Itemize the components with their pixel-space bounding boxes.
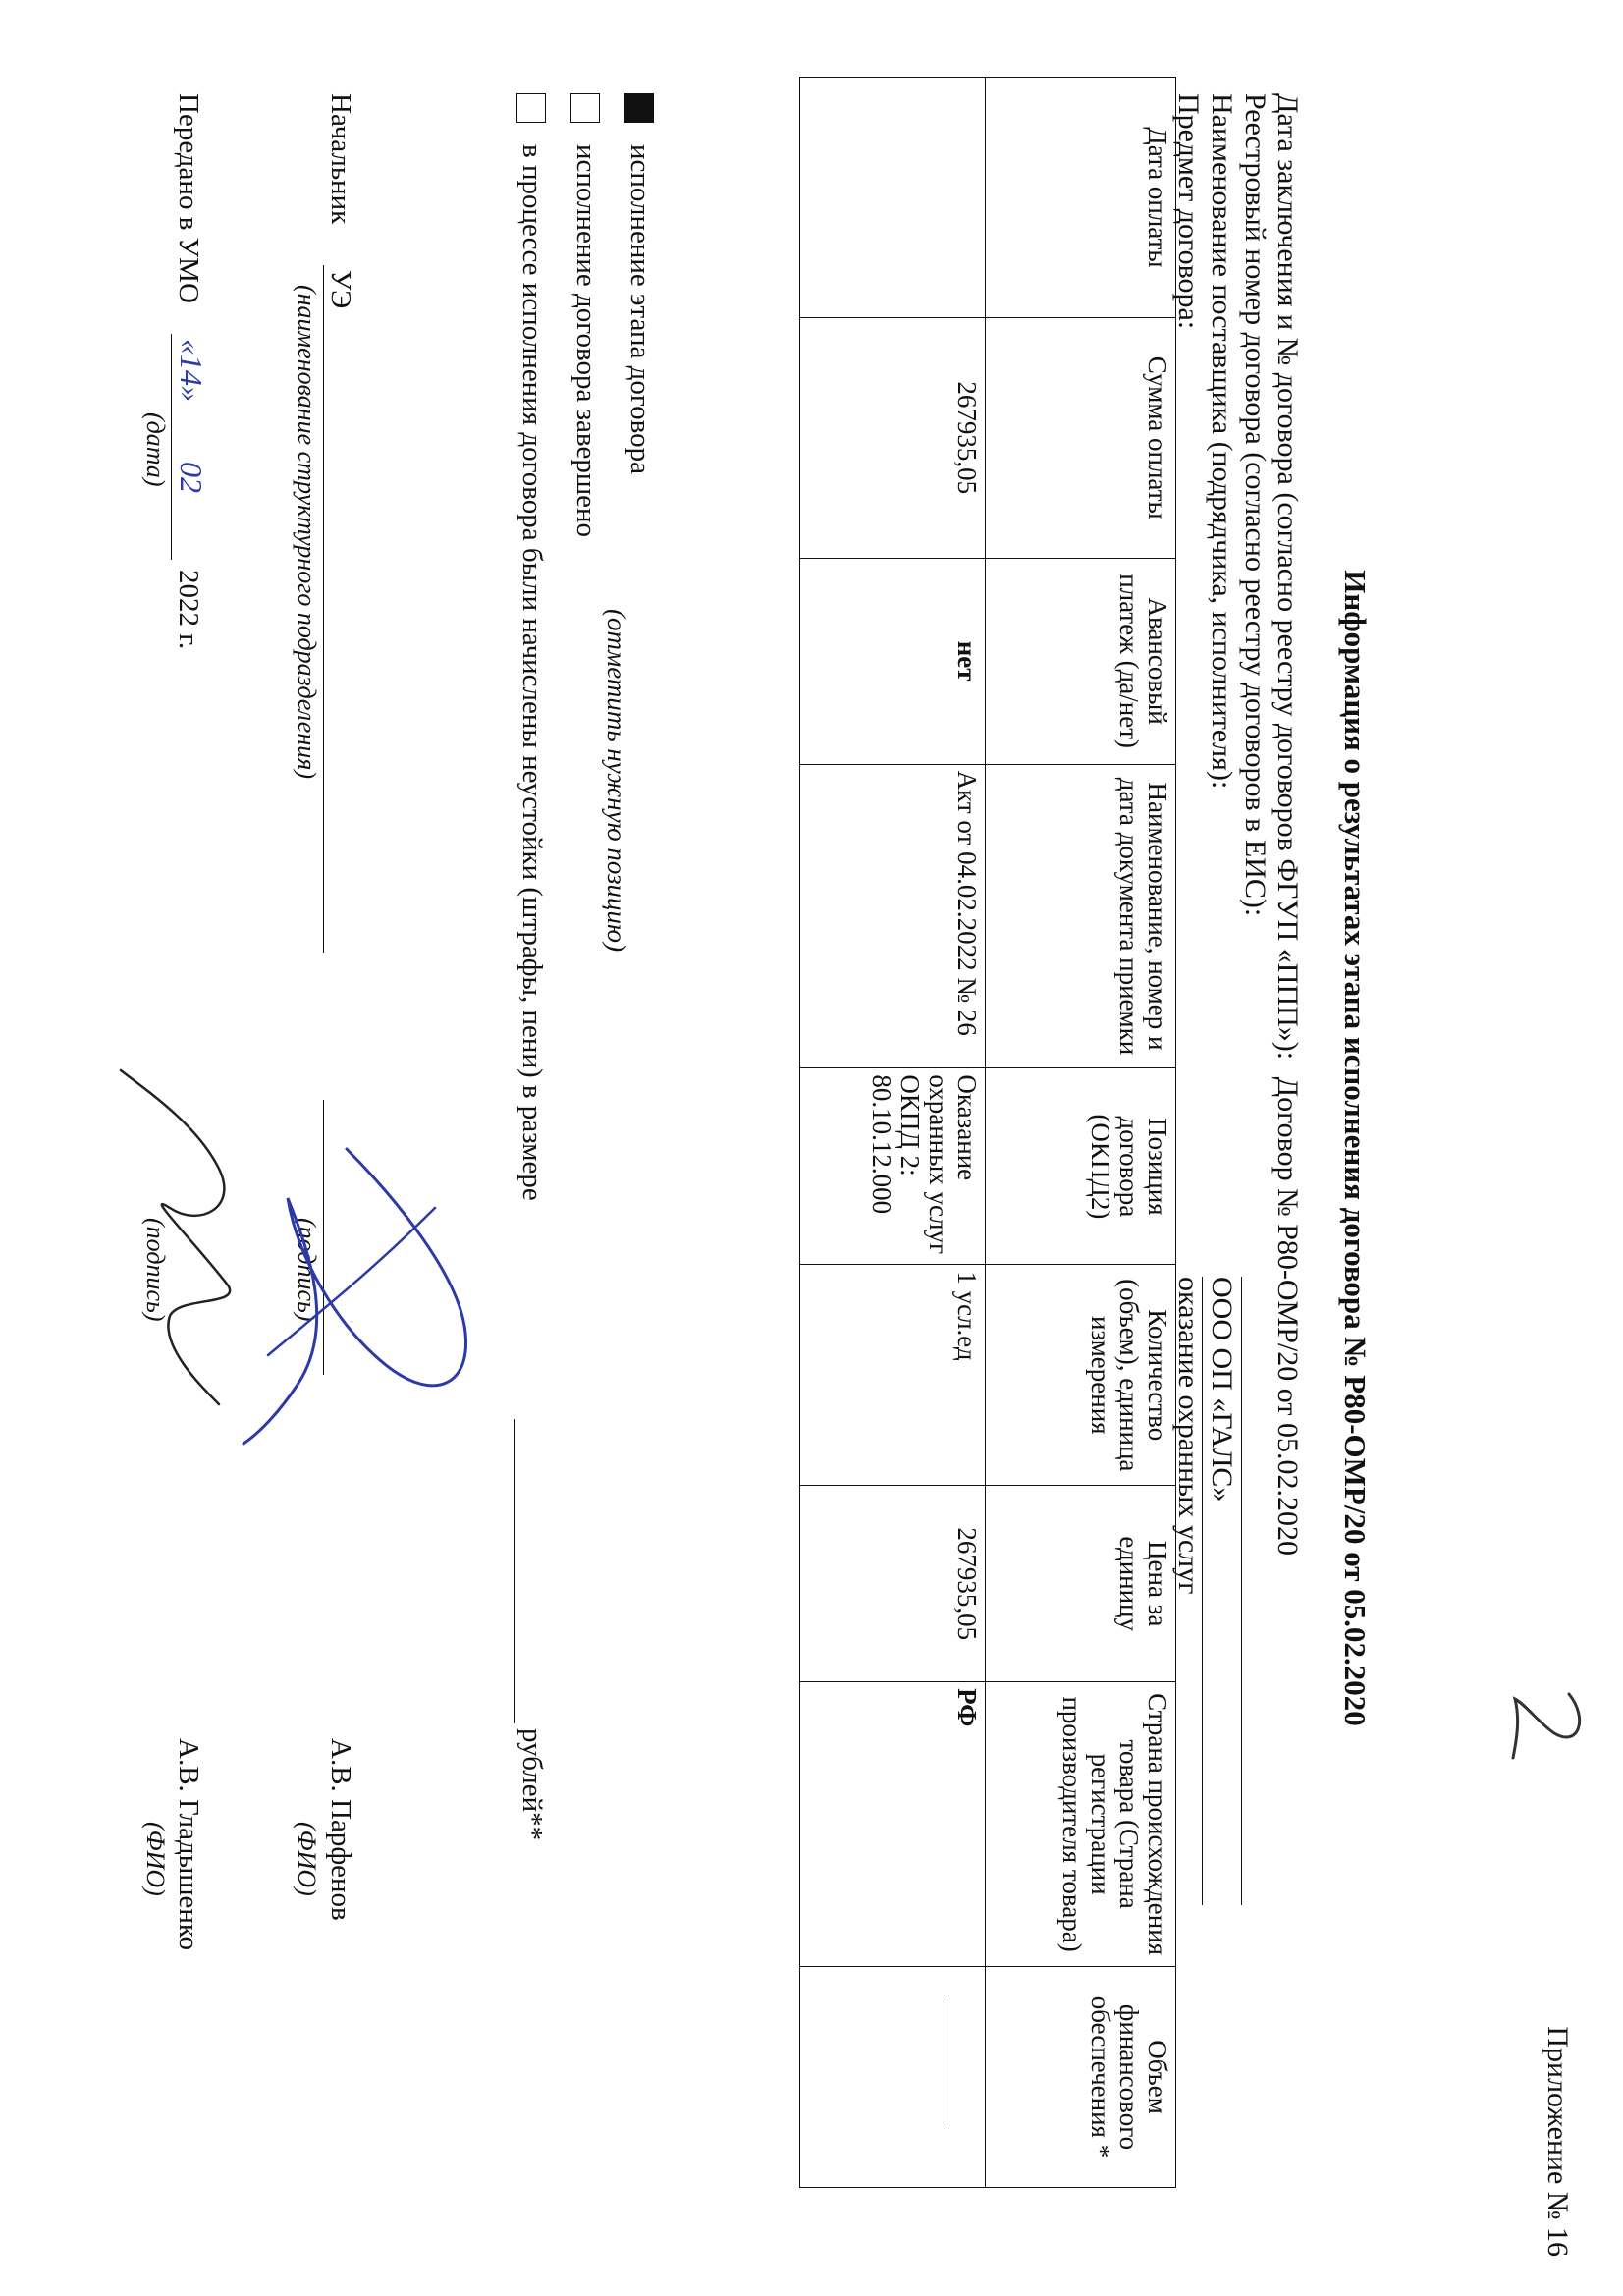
transfer-date-line (171, 334, 172, 560)
head-signature (229, 1129, 494, 1463)
subject-value: оказание охранных услуг (1172, 1277, 1205, 1595)
page-title: Информация о результатах этапа исполнения договора № Р80-ОМР/20 от 05.02.2020 (1338, 570, 1373, 1726)
head-unit: УЭ (325, 270, 356, 309)
checkbox-penalties-label: в процессе исполнения договора были начислены неустойки (штрафы, пени) в размере (516, 144, 548, 1201)
checkbox-penalties[interactable] (517, 93, 547, 123)
header-unit-price: Цена за единицу (986, 1486, 1176, 1682)
cell-quantity: 1 усл.ед (800, 1265, 986, 1486)
cell-financial-volume (800, 1967, 986, 2188)
header-financial-volume: Объем финансового обеспечения * (986, 1967, 1176, 2188)
contract-date-line (1271, 93, 1304, 1556)
cell-payment-amount: 267935,05 (800, 317, 986, 558)
header-payment-amount: Сумма оплаты (986, 317, 1176, 558)
subject-label: Предмет договора: (1172, 93, 1205, 330)
results-table (799, 77, 1176, 2188)
contract-date-value: Договор № Р80-ОМР/20 от 05.02.2020 (1271, 1076, 1304, 1556)
checkbox-row-completed[interactable] (569, 93, 602, 537)
cell-acceptance-document: Акт от 04.02.2022 № 26 (800, 764, 986, 1068)
head-signature-caption: (подпись) (293, 1218, 321, 1322)
header-payment-date: Дата оплаты (986, 78, 1176, 318)
checkbox-row-stage[interactable] (623, 93, 656, 474)
head-unit-caption: (наименование структурного подразделения) (293, 285, 321, 779)
checkbox-completed[interactable] (571, 93, 601, 123)
supplier-line (1205, 93, 1238, 789)
transfer-label: Передано в УМО (173, 93, 204, 303)
cell-unit-price: 267935,05 (800, 1486, 986, 1682)
transfer-date-caption: (дата) (141, 412, 170, 487)
cell-advance: нет (800, 558, 986, 764)
penalty-suffix: рублей** (516, 1728, 548, 1841)
registry-number-blank (1241, 1277, 1242, 1905)
registry-number-line (1238, 93, 1271, 916)
mark-note: (отметить нужную позицию) (602, 609, 631, 953)
penalty-amount-blank (514, 1419, 515, 1723)
header-contract-position: Позиция договора (ОКПД2) (986, 1068, 1176, 1265)
subject-line (1171, 93, 1205, 329)
header-quantity: Количество (объем), единица измерения (986, 1265, 1176, 1486)
head-name-caption: (ФИО) (293, 1822, 321, 1896)
table-header-row (986, 78, 1176, 2188)
transfer-day: «14» (174, 339, 209, 402)
transfer-year: 2022 г. (173, 570, 204, 650)
checkbox-completed-label: исполнение договора завершено (570, 144, 602, 538)
table-row (800, 78, 986, 2188)
appendix-label: Приложение № 16 (1542, 2026, 1574, 2257)
header-advance: Авансовый платеж (да/нет) (986, 558, 1176, 764)
transfer-month: 02 (174, 462, 209, 493)
transfer-name-caption: (ФИО) (141, 1822, 170, 1896)
head-name: А.В. Парфенов (325, 1738, 356, 1921)
cell-country: РФ (800, 1682, 986, 1967)
head-unit-line (323, 265, 324, 953)
header-country: Страна происхождения товара (Страна регистрации производителя товара) (986, 1682, 1176, 1967)
checkbox-stage[interactable] (625, 93, 655, 123)
transfer-name: А.В. Гладышенко (173, 1738, 204, 1951)
handwritten-page-mark (1505, 1679, 1594, 1768)
transfer-signature-caption: (подпись) (141, 1218, 170, 1322)
supplier-value: ООО ОП «ГАЛС» (1202, 1277, 1238, 1905)
registry-number-label: Реестровый номер договора (согласно реестру договоров в ЕИС): (1239, 93, 1271, 917)
transfer-signature (111, 1061, 258, 1434)
contract-date-label: Дата заключения и № договора (согласно реестру договоров ФГУП «ППП»): (1271, 93, 1304, 1061)
cell-payment-date (800, 78, 986, 318)
cell-contract-position: Оказание охранных услуг ОКПД 2: 80.10.12.000 (800, 1068, 986, 1265)
supplier-label: Наименование поставщика (подрядчика, исполнителя): (1206, 93, 1238, 790)
header-acceptance-document: Наименование, номер и дата документа приемки (986, 764, 1176, 1068)
checkbox-row-penalties[interactable] (515, 93, 548, 1201)
checkbox-stage-label: исполнение этапа договора (624, 144, 656, 474)
head-label: Начальник (325, 93, 356, 225)
